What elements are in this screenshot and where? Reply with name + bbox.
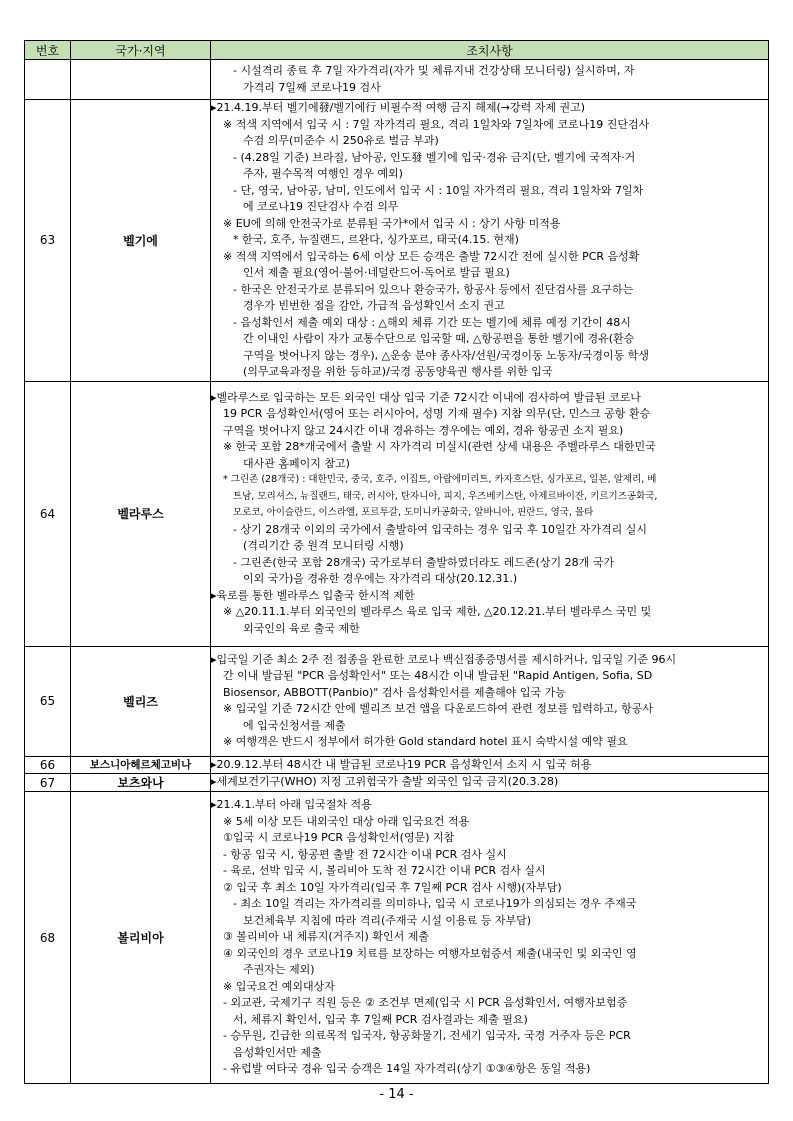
measure-line: 구역을 벗어나지 않고 24시간 이내 경유하는 경우에는 예외, 경유 항공권 소지 필요): [223, 423, 624, 437]
row-number: 68: [25, 792, 71, 1084]
measure-line: 구역을 벗어나지 않는 경우), △운송 분야 종사자/선원/국경이동 노동자/국경이동 학생: [243, 348, 649, 362]
row-number: 66: [25, 756, 71, 774]
row-number: 63: [25, 100, 71, 382]
measure-line: - 단, 영국, 남아공, 남미, 인도에서 입국 시 : 10일 자가격리 필요, 격리 1일차와 7일차: [233, 183, 644, 197]
page-number: - 14 -: [379, 1087, 414, 1102]
measure-line: 트남, 모리셔스, 뉴질랜드, 태국, 러시아, 탄자니아, 피지, 우즈베키스탄, 아제르바이잔, 키르기즈공화국,: [233, 490, 658, 502]
measure-line: 서, 체류지 확인서, 입국 후 7일째 PCR 검사결과는 제출 필요): [233, 1012, 528, 1026]
measure-line: ※ 입국일 기준 72시간 안에 벨리즈 보건 앱을 다운로드하여 관련 정보를 입력하고, 항공사: [223, 702, 653, 715]
measure-line: 가격리 7일째 코로나19 검사: [243, 80, 381, 94]
table-body: [25, 60, 769, 1084]
measure-line: ※ 적색 지역에서 입국하는 6세 이상 모든 승객은 출발 72시간 전에 실시한 PCR 음성확: [223, 249, 640, 263]
country-name: 보스니아헤르체고비나: [71, 756, 211, 774]
measure-line: ※ 적색 지역에서 입국 시 : 7일 자가격리 필요, 격리 1일차와 7일차에 코로나19 진단검사: [223, 117, 650, 131]
measure-line: 음성확인서만 제출: [233, 1045, 322, 1059]
country-name: 보츠와나: [71, 774, 211, 792]
measure-line: ② 입국 후 최소 10일 자가격리(입국 후 7일째 PCR 검사 시행)(자부담): [223, 880, 562, 894]
measure-line: - (4.28일 기준) 브라질, 남아공, 인도發 벨기에 입국·경유 금지(단, 벨기에 국적자·거: [233, 150, 636, 164]
measure-line: 19 PCR 음성확인서(영어 또는 러시아어, 성명 기재 필수) 지참 의무(단, 민스크 공항 환승: [223, 407, 651, 421]
measure-line: ④ 외국인의 경우 코로나19 치료를 보장하는 여행자보험증서 제출(내국인 및 외국인 영: [223, 946, 637, 960]
row-number: 65: [25, 646, 71, 756]
measure-line: - 유럽발 여타국 경유 입국 승객은 14일 자가격리(상기 ①③④항은 동일 적용): [223, 1062, 591, 1076]
measure-line: - 음성확인서 제출 예외 대상 : △해외 체류 기간 또는 벨기에 체류 예정 기간이 48시: [233, 315, 631, 329]
measure-line: ※ △20.11.1.부터 외국인의 벨라루스 육로 입국 제한, △20.12.21.부터 벨라루스 국민 및: [223, 605, 652, 619]
measure-line: 수검 의무(미준수 시 250유로 벌금 부과): [243, 134, 439, 147]
measure-line: ※ 입국요건 예외대상자: [223, 979, 335, 993]
table-row: [25, 792, 769, 1084]
header-number: 번호: [25, 41, 71, 60]
measures-cell: [211, 756, 769, 774]
measure-line: 에 코로나19 진단검사 수검 의무: [243, 200, 399, 213]
table-row: [25, 100, 769, 382]
measure-line: 보건체육부 지침에 따라 격리(주재국 시설 이용료 등 자부담): [243, 913, 532, 927]
table-row: [25, 756, 769, 774]
measure-line: 주권자는 제외): [243, 963, 315, 977]
measure-line: ①입국 시 코로나19 PCR 음성확인서(영문) 지참: [223, 831, 455, 845]
measure-line: 주자, 필수목적 여행인 경우 예외): [243, 167, 403, 180]
measures-cell: [211, 60, 769, 100]
measure-line: Biosensor, ABBOTT(Panbio)" 검사 음성확인서를 제출해야 입국 가능: [223, 685, 566, 699]
measure-line: 이외 국가)을 경유한 경우에는 자가격리 대상(20.12.31.): [243, 572, 518, 586]
measure-line: 간 이내 발급된 "PCR 음성확인서" 또는 48시간 이내 발급된 "Rapid Antigen, Sofia, SD: [223, 669, 653, 682]
measure-line: - 승무원, 긴급한 의료목적 입국자, 항공화물기, 전세기 입국자, 국경 거주자 등은 PCR: [223, 1029, 631, 1043]
measure-line: - 항공 입국 시, 항공편 출발 전 72시간 이내 PCR 검사 실시: [223, 847, 507, 861]
measure-line: ▸21.4.19.부터 벨기에發/벨기에行 비필수적 여행 금지 해제(→강력 자제 권고): [211, 101, 586, 114]
table-row: [25, 381, 769, 646]
measure-line: ▸21.4.1.부터 아래 입국절차 적용: [211, 798, 372, 812]
measure-line: 대사관 홈페이지 참고): [243, 456, 350, 470]
measure-line: * 그린존 (28개국) : 대한민국, 중국, 호주, 이집트, 아랍에미리트, 카자흐스탄, 싱가포르, 일본, 알제리, 베: [223, 474, 657, 486]
measure-line: ※ 한국 포함 28*개국에서 출발 시 자가격리 미실시(관련 상세 내용은 주벨라루스 대한민국: [223, 440, 656, 454]
table-header-row: [25, 41, 769, 60]
row-number: [25, 60, 71, 100]
table-row: [25, 646, 769, 756]
measure-line: ▸육로를 통한 벨라루스 입출국 한시적 제한: [211, 588, 415, 602]
measures-cell: [211, 381, 769, 646]
measures-cell: [211, 646, 769, 756]
header-measures: 조치사항: [211, 41, 769, 60]
measure-line: 에 입국신청서를 제출: [243, 718, 346, 732]
row-number: 64: [25, 381, 71, 646]
measure-line: 모로코, 아이슬란드, 이스라엘, 포르투갈, 도미니카공화국, 알바니아, 핀란드, 영국, 몰타: [233, 507, 594, 519]
row-number: 67: [25, 774, 71, 792]
measures-table: [24, 40, 769, 1084]
measure-line: 외국인의 육로 출국 제한: [243, 621, 360, 635]
measure-line: - 그린존(한국 포함 28개국) 국가로부터 출발하였더라도 레드존(상기 28개 국가: [233, 555, 614, 569]
measures-cell: [211, 792, 769, 1084]
measure-line: ▸입국일 기준 최소 2주 전 접종을 완료한 코로나 백신접종증명서를 제시하거나, 입국일 기준 96시: [211, 652, 677, 666]
measure-line: (의무교육과정을 위한 등하교)/국경 공동양육권 행사를 위한 입국: [243, 365, 553, 378]
measure-line: (격리기간 중 원격 모니터링 시행): [243, 539, 404, 553]
measure-line: ▸벨라루스로 입국하는 모든 외국인 대상 입국 기준 72시간 이내에 검사하여 발급된 코로나: [211, 390, 641, 404]
measures-cell: [211, 774, 769, 792]
measure-line: ※ 5세 이상 모든 내외국인 대상 아래 입국요건 적용: [223, 814, 470, 828]
measure-line: 인서 제출 필요(영어·불어·네덜란드어·독어로 발급 필요): [243, 266, 510, 279]
country-name: 벨라루스: [71, 381, 211, 646]
table-row: [25, 774, 769, 792]
measures-cell: [211, 100, 769, 382]
measure-line: ▸세계보건기구(WHO) 지정 고위험국가 출발 외국인 입국 금지(20.3.28): [211, 775, 559, 789]
table-row: [25, 60, 769, 100]
measure-line: ※ 여행객은 반드시 정부에서 허가한 Gold standard hotel 표시 숙박시설 예약 필요: [223, 735, 628, 748]
measure-line: 경우가 빈번한 점을 감안, 가급적 음성확인서 소지 권고: [243, 299, 505, 312]
measure-line: * 한국, 호주, 뉴질랜드, 르완다, 싱가포르, 태국(4.15. 현재): [233, 233, 519, 246]
measure-line: - 시설격리 종료 후 7일 자가격리(자가 및 체류지내 건강상태 모니터링) 실시하며, 자: [233, 64, 635, 77]
measure-line: ※ EU에 의해 안전국가로 분류된 국가*에서 입국 시 : 상기 사항 미적용: [223, 216, 561, 230]
country-name: 벨리즈: [71, 646, 211, 756]
measure-line: - 외교관, 국제기구 직원 등은 ② 조건부 면제(입국 시 PCR 음성확인서, 여행자보험증: [223, 996, 628, 1010]
measure-line: ③ 볼리비아 내 체류지(거주지) 확인서 제출: [223, 930, 429, 944]
measure-line: - 최소 10일 격리는 자가격리를 의미하나, 입국 시 코로나19가 의심되는 경우 주재국: [233, 897, 637, 911]
measure-line: - 육로, 선박 입국 시, 볼리비아 도착 전 72시간 이내 PCR 검사 실시: [223, 864, 546, 878]
measure-line: ▸20.9.12.부터 48시간 내 발급된 코로나19 PCR 음성확인서 소지 시 입국 허용: [211, 757, 592, 771]
country-name: 볼리비아: [71, 792, 211, 1084]
measure-line: - 한국은 안전국가로 분류되어 있으나 환승국가, 항공사 등에서 진단검사를 요구하는: [233, 282, 634, 296]
country-name: 벨기에: [71, 100, 211, 382]
measure-line: - 상기 28개국 이외의 국가에서 출발하여 입국하는 경우 입국 후 10일간 자가격리 실시: [233, 522, 647, 536]
country-name: [71, 60, 211, 100]
measure-line: 간 이내인 사람이 자가 교통수단으로 입국할 때, △항공편을 통한 벨기에 경유(환승: [243, 332, 635, 345]
header-country: 국가·지역: [71, 41, 211, 60]
